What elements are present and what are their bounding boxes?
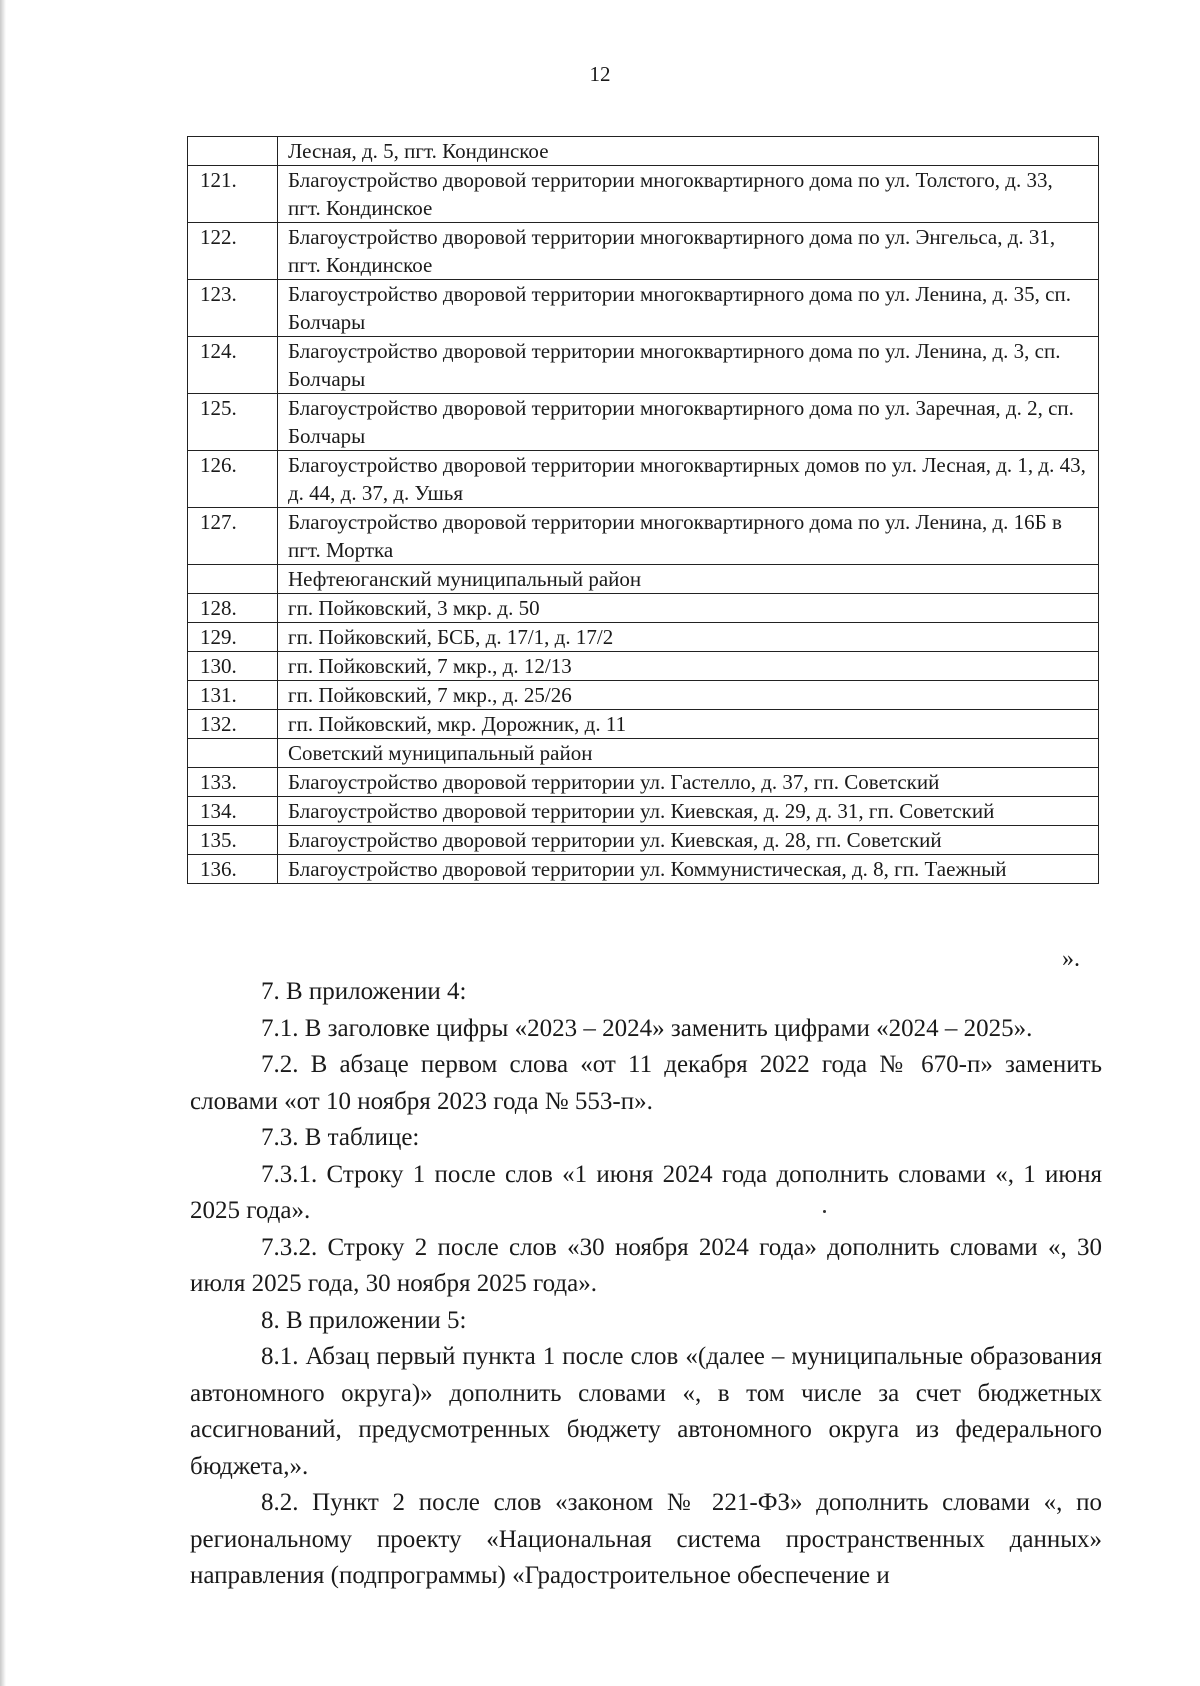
paragraph-8-2: 8.2. Пункт 2 после слов «законом № 221-ФЗ» дополнить словами «, по региональному проекту «Национальная система пространственных данных» направления (подпрограммы) «Градостроительное обеспечение и [190, 1489, 1102, 1589]
row-number: 123. [188, 280, 278, 337]
row-number: 132. [188, 710, 278, 739]
row-text: гп. Пойковский, 7 мкр., д. 25/26 [278, 681, 1099, 710]
table-row [188, 166, 1099, 223]
table-row [188, 223, 1099, 280]
row-text: гп. Пойковский, мкр. Дорожник, д. 11 [278, 710, 1099, 739]
table-row [188, 565, 1099, 594]
table-row [188, 826, 1099, 855]
table-row [188, 337, 1099, 394]
paragraph-8: 8. В приложении 5: [261, 1306, 467, 1334]
paragraph-7-3-1: 7.3.1. Строку 1 после слов «1 июня 2024 года дополнить словами «, 1 июня 2025 года». [190, 1160, 1102, 1224]
table-row [188, 710, 1099, 739]
paragraph-8-1: 8.1. Абзац первый пункта 1 после слов «(далее – муниципальные образования автономного округа)» дополнить словами «, в том числе за счет бюджетных ассигнований, предусмотренных бюджету автономного округа из федерального бюджета,». [190, 1343, 1102, 1480]
row-text: Благоустройство дворовой территории многоквартирного дома по ул. Заречная, д. 2, сп. Болчары [278, 394, 1099, 451]
row-text: Благоустройство дворовой территории многоквартирного дома по ул. Ленина, д. 3, сп. Болчары [278, 337, 1099, 394]
row-number: 127. [188, 508, 278, 565]
table-row [188, 652, 1099, 681]
row-number [188, 565, 278, 594]
row-text: Лесная, д. 5, пгт. Кондинское [278, 137, 1099, 166]
row-number [188, 739, 278, 768]
paragraph-7-3: 7.3. В таблице: [261, 1124, 420, 1151]
row-text: Благоустройство дворовой территории ул. Гастелло, д. 37, гп. Советский [278, 768, 1099, 797]
table-row [188, 280, 1099, 337]
row-text: Благоустройство дворовой территории многоквартирного дома по ул. Ленина, д. 35, сп. Болчары [278, 280, 1099, 337]
row-text: Благоустройство дворовой территории многоквартирного дома по ул. Ленина, д. 16Б в пгт. Мортка [278, 508, 1099, 565]
row-number: 135. [188, 826, 278, 855]
closing-quote: ». [1062, 946, 1080, 972]
row-number: 136. [188, 855, 278, 884]
row-text: Благоустройство дворовой территории ул. Киевская, д. 28, гп. Советский [278, 826, 1099, 855]
objects-table [187, 136, 1099, 884]
paragraph-7-1: 7.1. В заголовке цифры «2023 – 2024» заменить цифрами «2024 – 2025». [261, 1014, 1033, 1042]
row-text: Благоустройство дворовой территории многоквартирного дома по ул. Энгельса, д. 31, пгт. Кондинское [278, 223, 1099, 280]
table-row [188, 855, 1099, 884]
row-text: гп. Пойковский, БСБ, д. 17/1, д. 17/2 [278, 623, 1099, 652]
table-row [188, 623, 1099, 652]
table-row [188, 594, 1099, 623]
row-number: 126. [188, 451, 278, 508]
row-number: 125. [188, 394, 278, 451]
row-text: Благоустройство дворовой территории ул. Киевская, д. 29, д. 31, гп. Советский [278, 797, 1099, 826]
row-text: Советский муниципальный район [278, 739, 1099, 768]
page-number: 12 [589, 62, 611, 86]
table-row [188, 739, 1099, 768]
row-number: 128. [188, 594, 278, 623]
table-row [188, 451, 1099, 508]
table-row [188, 797, 1099, 826]
table-row [188, 137, 1099, 166]
row-text: Нефтеюганский муниципальный район [278, 565, 1099, 594]
row-text: гп. Пойковский, 7 мкр., д. 12/13 [278, 652, 1099, 681]
paragraph-7-3-2: 7.3.2. Строку 2 после слов «30 ноября 2024 года» дополнить словами «, 30 июля 2025 года, 30 ноября 2025 года». [190, 1233, 1102, 1297]
row-text: гп. Пойковский, 3 мкр. д. 50 [278, 594, 1099, 623]
row-number: 134. [188, 797, 278, 826]
row-number: 121. [188, 166, 278, 223]
row-number: 124. [188, 337, 278, 394]
scan-edge [0, 0, 6, 1686]
table-row [188, 394, 1099, 451]
table-row [188, 681, 1099, 710]
row-number: 129. [188, 623, 278, 652]
row-number [188, 137, 278, 166]
amendments-text [190, 974, 1102, 1595]
row-number: 122. [188, 223, 278, 280]
row-text: Благоустройство дворовой территории многоквартирных домов по ул. Лесная, д. 1, д. 43, д. 44, д. 37, д. Ушья [278, 451, 1099, 508]
row-number: 130. [188, 652, 278, 681]
scan-speck [823, 1210, 826, 1213]
row-number: 131. [188, 681, 278, 710]
table-row [188, 508, 1099, 565]
paragraph-7: 7. В приложении 4: [261, 978, 467, 1005]
table-body [188, 137, 1099, 884]
row-text: Благоустройство дворовой территории многоквартирного дома по ул. Толстого, д. 33, пгт. Кондинское [278, 166, 1099, 223]
row-text: Благоустройство дворовой территории ул. Коммунистическая, д. 8, гп. Таежный [278, 855, 1099, 884]
row-number: 133. [188, 768, 278, 797]
table-row [188, 768, 1099, 797]
paragraph-7-2: 7.2. В абзаце первом слова «от 11 декабря 2022 года № 670-п» заменить словами «от 10 ноября 2023 года № 553-п». [190, 1051, 1102, 1115]
